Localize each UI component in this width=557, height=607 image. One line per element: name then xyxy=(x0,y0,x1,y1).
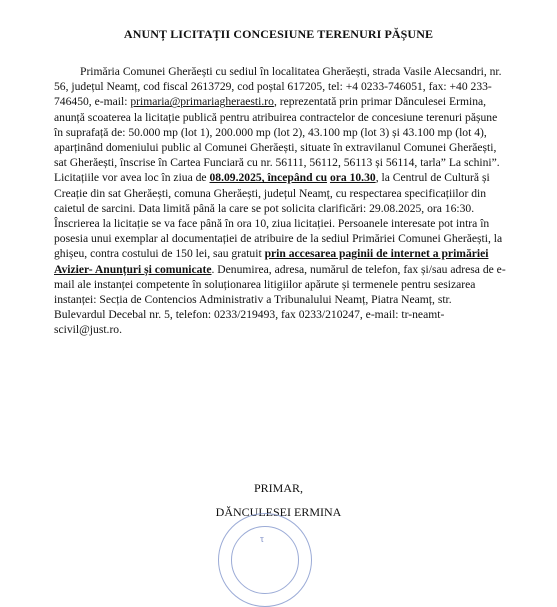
email-link[interactable]: primaria@primariagheraesti.ro xyxy=(130,95,274,109)
text-lots: , reprezentată prin primar Dănculesei Ermina, anunță scoaterea la licitație publică pentru atribuirea contractelor de concesiune terenuri pășune în suprafață de: 50.000 mp (lot 1), 200.000 mp (lot 2), 43.100 mp (lot 3) și 43.100 mp (lot 4), aparținând domeniului public al Comunei Gherăești, situate în extravilanul Comunei Gherăești, sat Gherăești, înscrise în Cartea Funciară cu nr. 56111, 56112, 56113 și 56114, tarla” La schini”. Licitațiile vor avea loc în ziua de xyxy=(54,95,500,185)
stamp-mark-icon: τ xyxy=(260,534,265,545)
stamp-icon xyxy=(218,513,312,607)
signature-name: DĂNCULESEI ERMINA xyxy=(215,505,342,519)
avizier-link[interactable]: prin accesarea paginii de internet a primăriei Avizier- Anunțuri și comunicate xyxy=(54,247,489,276)
page-title: ANUNȚ LICITAȚII CONCESIUNE TERENURI PĂȘUNE xyxy=(123,27,434,41)
text-details: , la Centrul de Cultură și Creație din sat Gherăești, comuna Gherăești, județul Neamț, cu respectarea specificațiilor din caietul de sarcini. Data limită până la care se pot solicita clarificări: 29.08.2025, ora 16:30. Înscrierea la licitație se va face până în ora 10, ziua licitației. Persoanele interesate pot intra în posesia unui exemplar al documentației de atribuire de la sediul Primăriei Comunei Gherăești, la ghișeu, contra costului de 150 lei, sau gratuit xyxy=(54,171,503,261)
announcement-body xyxy=(54,64,506,338)
text-court: . Denumirea, adresa, numărul de telefon, fax și/sau adresa de e-mail ale instanței competente în soluționarea litigiilor apărute și termenele pentru sesizarea instanței: Secția de Contencios Administrativ a Tribunalului Neamț, Piatra Neamț, str. Bulevardul Decebal nr. 5, telefon: 0233/219493, fax 0233/210247, e-mail: tr-neamt-scivil@just.ro. xyxy=(54,262,506,337)
signature-role: PRIMAR, xyxy=(253,481,303,495)
text-intro: Primăria Comunei Gherăești cu sediul în localitatea Gherăești, strada Vasile Alecsandri, nr. 56, județul Neamț, cod fiscal 2613729, cod poștal 617205, tel: +4 0233-746051, fax: +40 233-746450, e-mail: xyxy=(54,65,502,109)
auction-date: 08.09.2025, începând cu xyxy=(209,171,328,185)
stamp-inner-ring xyxy=(231,526,299,594)
announcement-paragraph xyxy=(54,64,506,338)
auction-hour: ora 10.30 xyxy=(329,171,376,185)
